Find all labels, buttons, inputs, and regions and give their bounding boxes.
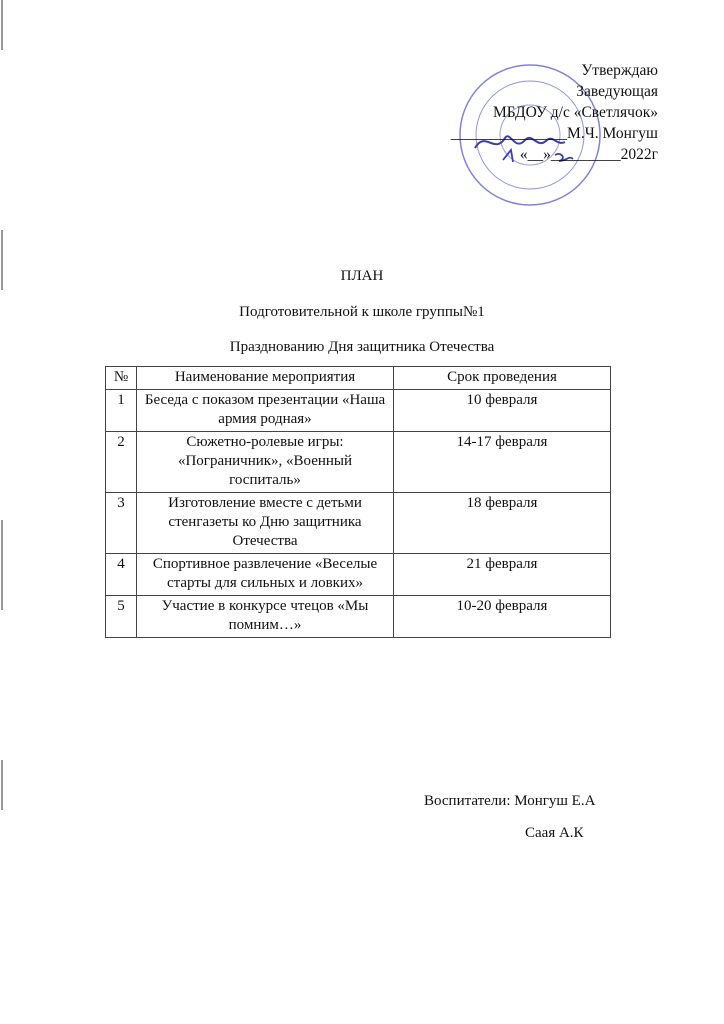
approval-organization: МБДОУ д/с «Светлячок» [492, 104, 658, 121]
table-header-row [106, 367, 611, 390]
row-date: 18 февраля [394, 493, 611, 554]
approval-signature-line: _______________М.Ч. Монгуш [450, 125, 658, 142]
row-name: Участие в конкурсе чтецов «Мы помним…» [137, 596, 394, 638]
row-number: 1 [106, 390, 137, 432]
document-title: ПЛАН [340, 268, 384, 284]
table-row [106, 432, 611, 493]
row-name: Изготовление вместе с детьми стенгазеты ко Дню защитника Отечества [137, 493, 394, 554]
row-date: 21 февраля [394, 554, 611, 596]
row-name: Беседа с показом презентации «Наша армия родная» [137, 390, 394, 432]
table-row [106, 493, 611, 554]
document-subtitle-event: Празднованию Дня защитника Отечества [229, 339, 495, 355]
table-row [106, 596, 611, 638]
approval-position: Заведующая [576, 83, 658, 100]
row-number: 5 [106, 596, 137, 638]
document-subtitle-group: Подготовительной к школе группы№1 [239, 304, 485, 320]
table-row [106, 390, 611, 432]
row-number: 3 [106, 493, 137, 554]
scan-binding-holes [0, 0, 8, 1024]
row-name: Спортивное развлечение «Веселые старты для сильных и ловких» [137, 554, 394, 596]
approval-date-line: «__»_________2022г [519, 146, 658, 163]
header-number: № [106, 367, 137, 390]
approval-line: Утверждаю [581, 62, 658, 79]
row-number: 4 [106, 554, 137, 596]
row-date: 10-20 февраля [394, 596, 611, 638]
plan-table [105, 366, 611, 638]
row-name: Сюжетно-ролевые игры: «Пограничник», «Военный госпиталь» [137, 432, 394, 493]
teachers-label: Воспитатели: Монгуш Е.А [424, 793, 596, 809]
row-date: 10 февраля [394, 390, 611, 432]
header-date: Срок проведения [394, 367, 611, 390]
header-name: Наименование мероприятия [137, 367, 394, 390]
row-number: 2 [106, 432, 137, 493]
teacher-second: Саая А.К [525, 825, 584, 841]
approval-block [451, 60, 658, 165]
table-row [106, 554, 611, 596]
row-date: 14-17 февраля [394, 432, 611, 493]
